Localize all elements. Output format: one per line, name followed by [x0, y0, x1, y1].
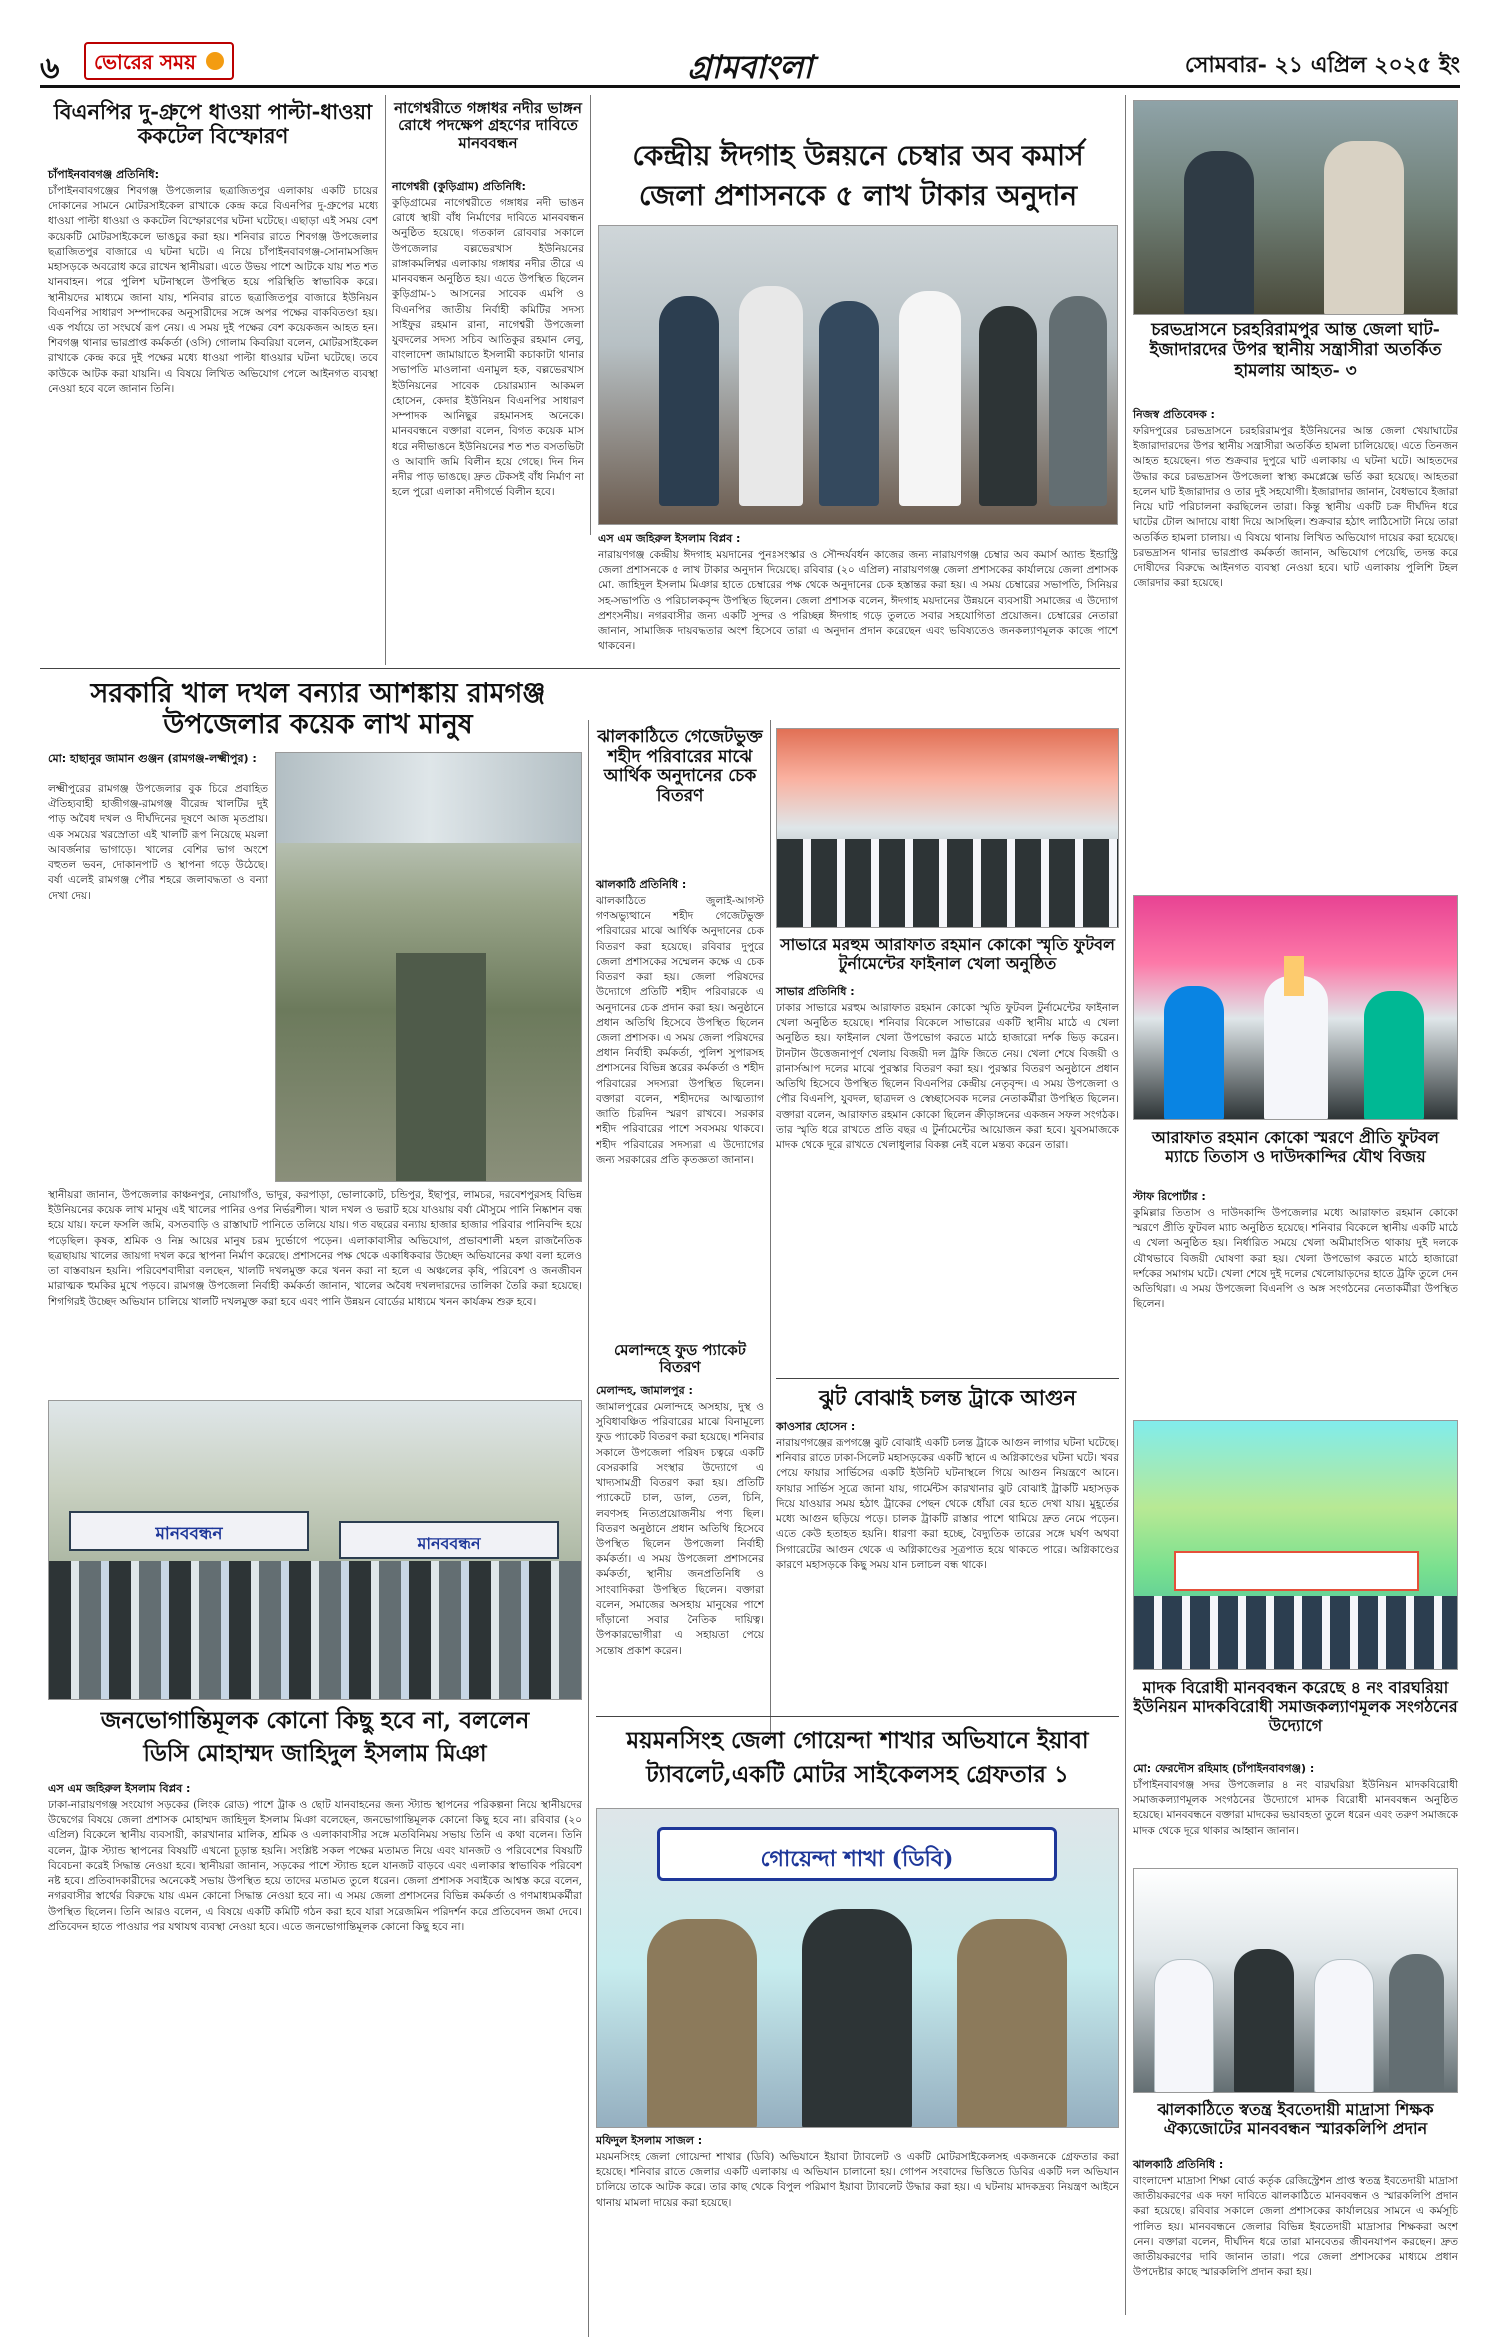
section-rule [776, 1378, 1119, 1379]
charbhadrasan-caption: চরভদ্রাসনে চরহরিরামপুর আন্ত জেলা ঘাট-ইজাদারদের উপর স্থানীয় সন্ত্রাসীরা অতর্কিত হামলায় আহত- ৩ [1149, 320, 1442, 381]
person-figure [1324, 141, 1404, 315]
protest-banner-text: মানববন্ধন [417, 1534, 481, 1553]
story-dc-headline-1: জনভোগান্তিমূলক কোনো কিছু হবে না, বললেন [100, 1707, 530, 1734]
section-rule [596, 1716, 1119, 1717]
story-yaba-byline: মফিদুল ইসলাম সাজল : [596, 2134, 703, 2147]
logo-text: ভোরের সময় [94, 50, 196, 74]
section-name: গ্রামবাংলা [687, 48, 813, 86]
person-figure [819, 301, 879, 506]
story-eidgah-headline-2: জেলা প্রশাসনকে ৫ লাখ টাকার অনুদান [638, 179, 1078, 212]
story-charbhadrasan-body: ফরিদপুরের চরভদ্রাসনে চরহরিরামপুর ইউনিয়নের আন্ত জেলা খেয়াঘাটের ইজারাদারদের উপর স্থানীয় সন্ত্রাসীরা অতর্কিত হামলা চালিয়েছে। এতে তিনজন আহত হয়েছেন। গত শুক্রবার দুপুরে ঘাট এলাকায় এ ঘটনা ঘটে। আহতদের উদ্ধার করে চরভদ্রাসন উপজেলা স্বাস্থ্য কমপ্লেক্সে ভর্তি করা হয়েছে। আহতরা হলেন ঘাট ইজারাদার ও তার দুই সহযোগী। ইজারাদার জানান, বৈধভাবে ইজারা নিয়ে ঘাট পরিচালনা করছিলেন তারা। কিন্তু স্থানীয় একটি চক্র দীর্ঘদিন ধরে ঘাটের টোল আদায়ে বাধা দিয়ে আসছিল। শুক্রবার হঠাৎ লাঠিসোটা নিয়ে তারা অতর্কিত হামলা চালায়। এ বিষয়ে থানায় লিখিত অভিযোগ দায়ের করা হয়েছে। চরভদ্রাসন থানার ভারপ্রাপ্ত কর্মকর্তা জানান, অভিযোগ পেয়েছি, তদন্ত করে দোষীদের বিরুদ্ধে আইনগত ব্যবস্থা নেওয়া হবে। ঘাট এলাকায় পুলিশি টহল জোরদার করা হয়েছে। [1133, 425, 1458, 590]
yaba-arrest-photo [596, 1808, 1119, 2128]
officer-figure [647, 1919, 757, 2128]
story-bnp-body: চাঁপাইনবাবগঞ্জের শিবগঞ্জ উপজেলার ছত্রাজিতপুর এলাকায় একটি চায়ের দোকানের সামনে মোটরসাইকেল রাখাকে কেন্দ্র করে বিএনপির দু-গ্রুপের মধ্যে ধাওয়া পাল্টা ধাওয়া ও ককটেল বিস্ফোরণের ঘটনা ঘটেছে। এছাড়া এই সময় বেশ কয়েকটি মোটরসাইকেলে ভাঙচুর করা হয়। শনিবার রাতে শিবগঞ্জ উপজেলার ছত্রাজিতপুর বাজারে এ ঘটনা ঘটে। এ নিয়ে চাঁপাইনবাবগঞ্জ-সোনামসজিদ মহাসড়কে অবরোধ করে রাখেন স্থানীয়রা। এতে উভয় পাশে আটকে যায় শত শত যানবাহন। পরে পুলিশ ঘটনাস্থলে উপস্থিত হয়ে পরিস্থিতি স্বাভাবিক করে। স্থানীয়দের মাধ্যমে জানা যায়, শনিবার রাতে ছত্রাজিতপুর বাজারে ইউনিয়ন বিএনপির সাধারণ সম্পাদকের অনুসারীদের সঙ্গে অপর পক্ষের বাকবিতণ্ডা হয়। এক পর্যায়ে তা সংঘর্ষে রূপ নেয়। এ সময় দুই পক্ষের বেশ কয়েকজন আহত হন। শিবগঞ্জ থানার ভারপ্রাপ্ত কর্মকর্তা (ওসি) গোলাম কিবরিয়া বলেন, মোটরসাইকেল রাখাকে কেন্দ্র করে দুই পক্ষের মধ্যে ধাওয়া পাল্টা ধাওয়ার ঘটনা ঘটেছে। তবে কাউকে আটক করা যায়নি। এ বিষয়ে লিখিত অভিযোগ পেলে আইনগত ব্যবস্থা নেওয়া হবে বলে জানান তিনি। [48, 185, 378, 395]
story-melandaha-headline: মেলান্দহে ফুড প্যাকেট বিতরণ [614, 1341, 746, 1377]
arrested-person-figure [802, 1909, 912, 2128]
charbhadrasan-photo [1133, 100, 1458, 315]
sun-icon [206, 52, 224, 70]
protest-banner [69, 1511, 309, 1551]
newspaper-logo [84, 42, 234, 80]
crowd [1134, 1596, 1458, 1670]
column-rule [770, 720, 771, 1740]
buildings-backdrop [276, 753, 582, 843]
person-figure [1234, 1949, 1294, 2093]
person-figure [1389, 1954, 1444, 2093]
story-charbhadrasan-byline: নিজস্ব প্রতিবেদক : [1133, 408, 1215, 421]
stage-guests [777, 839, 1119, 928]
story-madrasa-byline: ঝালকাঠি প্রতিনিধি : [1133, 2158, 1224, 2171]
person-figure [1154, 1959, 1214, 2093]
savar-stage-photo [776, 728, 1119, 928]
story-gangadhar-body: কুড়িগ্রামের নাগেশ্বরীতে গঙ্গাধর নদী ভাঙন রোধে স্থায়ী বাঁধ নির্মাণের দাবিতে মানববন্ধন অনুষ্ঠিত হয়েছে। গতকাল রোববার সকালে উপজেলার বল্লভেরখাস ইউনিয়নের রাঙ্গাকমলিশ্বর এলাকায় গঙ্গাধর নদীর তীরে এ মানববন্ধন অনুষ্ঠিত হয়। এতে উপস্থিত ছিলেন কুড়িগ্রাম-১ আসনের সাবেক এমপি ও বিএনপির জাতীয় নির্বাহী কমিটির সদস্য সাইফুর রহমান রানা, নাগেশ্বরী উপজেলা যুবদলের সদস্য সচিব আতিকুর রহমান লেবু, বাংলাদেশ জামায়াতে ইসলামী কচাকাটা থানার সভাপতি মাওলানা এনামুল হক, বল্লভেরখাস ইউনিয়নের সাবেক চেয়ারম্যান আকমল হোসেন, কেদার ইউনিয়ন বিএনপির সাধারণ সম্পাদক আনিছুর রহমানসহ অনেকে। মানববন্ধনে বক্তারা বলেন, বিগত কয়েক মাস ধরে নদীভাঙনে ইউনিয়নের শত শত বসতভিটা ও আবাদি জমি বিলীন হয়ে গেছে। দিন দিন নদীর পাড় ভাঙছে। দ্রুত টেকসই বাঁধ নির্মাণ না হলে পুরো এলাকা নদীগর্ভে বিলীন হবে। [392, 197, 584, 499]
protest-banner-text: মানববন্ধন [155, 1524, 223, 1544]
story-bnp-headline: বিএনপির দু-গ্রুপে ধাওয়া পাল্টা-ধাওয়া ককটেল বিস্ফোরণ [53, 99, 373, 149]
story-dc-headline-2: ডিসি মোহাম্মদ জাহিদুল ইসলাম মিঞা [143, 1740, 487, 1767]
story-ramganj-body-1: লক্ষ্মীপুরের রামগঞ্জ উপজেলার বুক চিরে প্রবাহিত ঐতিহ্যবাহী হাজীগঞ্জ-রামগঞ্জ বীরেন্দ্র খালটির দুই পাড় অবৈধ দখল ও দীর্ঘদিনের দূষণে আজ মৃতপ্রায়। এক সময়ের খরস্রোতা এই খালটি রূপ নিয়েছে ময়লা আবর্জনার ভাগাড়ে। খালের বেশির ভাগ অংশে বহুতল ভবন, দোকানপাট ও স্থাপনা গড়ে উঠেছে। বর্ষা এলেই রামগঞ্জ পৌর শহরে জলাবদ্ধতা ও বন্যা দেখা দেয়। [48, 783, 268, 902]
person-figure [1314, 1959, 1374, 2093]
player-figure [1364, 991, 1424, 1120]
column-rule [590, 95, 591, 535]
story-mabad-caption: মাদক বিরোধী মানববন্ধন করেছে ৪ নং বারঘরিয়া ইউনিয়ন মাদকবিরোধী সমাজকল্যাণমূলক সংগঠনের উদ্যোগে [1133, 1678, 1458, 1736]
page-number: ৬ [40, 51, 60, 86]
story-madrasa-caption: ঝালকাঠিতে স্বতন্ত্র ইবতেদায়ী মাদ্রাসা শিক্ষক ঐক্যজোটের মানববন্ধন স্মারকলিপি প্রদান [1157, 2100, 1434, 2139]
story-jhalokathi-gazette-body: ঝালকাঠিতে জুলাই-আগস্ট গণঅভ্যুত্থানে শহীদ গেজেটভুক্ত পরিবারের মাঝে আর্থিক অনুদানের চেক বিতরণ করা হয়েছে। রবিবার দুপুরে জেলা প্রশাসকের সম্মেলন কক্ষে এ চেক বিতরণ করা হয়। জেলা পরিষদের উদ্যোগে প্রতিটি শহীদ পরিবারকে এ অনুদানের চেক প্রদান করা হয়। অনুষ্ঠানে প্রধান অতিথি হিসেবে উপস্থিত ছিলেন জেলা প্রশাসক। এ সময় জেলা পরিষদের প্রধান নির্বাহী কর্মকর্তা, পুলিশ সুপারসহ প্রশাসনের বিভিন্ন স্তরের কর্মকর্তা ও শহীদ পরিবারের সদস্যরা উপস্থিত ছিলেন। বক্তারা বলেন, শহীদদের আত্মত্যাগ জাতি চিরদিন স্মরণ রাখবে। সরকার শহীদ পরিবারের পাশে সবসময় থাকবে। শহীদ পরিবারের সদস্যরা এ উদ্যোগের জন্য সরকারের প্রতি কৃতজ্ঞতা জানান। [596, 895, 764, 1166]
story-dc-body: ঢাকা-নারায়ণগঞ্জ সংযোগ সড়কের (লিংক রোড) পাশে ট্রাক ও ছোট যানবাহনের জন্য স্ট্যান্ড স্থাপনের পরিকল্পনা নিয়ে স্থানীয়দের উদ্বেগের বিষয়ে জেলা প্রশাসক মোহাম্মদ জাহিদুল ইসলাম মিঞা বলেছেন, জনভোগান্তিমূলক কোনো কিছু হবে না। রবিবার (২০ এপ্রিল) বিকেলে স্থানীয় ব্যবসায়ী, কারখানার মালিক, শ্রমিক ও এলাকাবাসীর সঙ্গে মতবিনিময় সভায় তিনি এ কথা বলেন। তিনি বলেন, ট্রাক স্ট্যান্ড স্থাপনের বিষয়টি এখনো চূড়ান্ত হয়নি। সংশ্লিষ্ট সকল পক্ষের মতামত নিয়ে এবং যানজট ও পরিবেশের বিষয়টি বিবেচনা করেই সিদ্ধান্ত নেওয়া হবে। স্থানীয়রা জানান, সড়কের পাশে স্ট্যান্ড হলে যানজট বাড়বে এবং এলাকার স্বাভাবিক পরিবেশ নষ্ট হবে। প্রতিবাদকারীদের অনেকেই সভায় উপস্থিত হয়ে তাদের মতামত তুলে ধরেন। জেলা প্রশাসক সবাইকে আশ্বস্ত করে বলেন, নগরবাসীর স্বার্থের বিরুদ্ধে যায় এমন কোনো সিদ্ধান্ত নেওয়া হবে না। এ সময় জেলা প্রশাসনের বিভিন্ন কর্মকর্তা ও গণমাধ্যমকর্মীরা উপস্থিত ছিলেন। তিনি আরও বলেন, এ বিষয়ে একটি কমিটি গঠন করা হবে যারা সরেজমিন পরিদর্শন করে প্রতিবেদন জমা দেবে। প্রতিবেদন হাতে পাওয়ার পর যথাযথ ব্যবস্থা নেওয়া হবে। এতে জনভোগান্তিমূলক কোনো কিছু হবে না। [48, 1799, 582, 1933]
story-jhalokathi-gazette-headline: ঝালকাঠিতে গেজেটভুক্ত শহীদ পরিবারের মাঝে আর্থিক অনুদানের চেক বিতরণ [597, 727, 763, 806]
story-truck-fire-headline: ঝুট বোঝাই চলন্ত ট্রাকে আগুন [818, 1385, 1077, 1410]
story-eidgah-byline: এস এম জহিরুল ইসলাম বিপ্লব : [598, 532, 741, 545]
person-figure [899, 291, 961, 506]
madrasa-memorandum-photo [1133, 1868, 1458, 2093]
story-koko-match-caption: আরাফাত রহমান কোকো স্মরণে প্রীতি ফুটবল ম্যাচে তিতাস ও দাউদকান্দির যৌথ বিজয় [1152, 1128, 1439, 1167]
manabbandhan-photo [48, 1400, 582, 1700]
story-ramganj-headline: সরকারি খাল দখল বন্যার আশঙ্কায় রামগঞ্জ উপজেলার কয়েক লাখ মানুষ [90, 678, 546, 741]
story-yaba-headline-2: ট্যাবলেট,একটি মোটর সাইকেলসহ গ্রেফতার ১ [646, 1761, 1069, 1788]
person-figure [1184, 151, 1254, 315]
story-yaba-body: ময়মনসিংহ জেলা গোয়েন্দা শাখার (ডিবি) অভিযানে ইয়াবা ট্যাবলেট ও একটি মোটরসাইকেলসহ একজনকে গ্রেফতার করা হয়েছে। শনিবার রাতে জেলার একটি এলাকায় এ অভিযান চালানো হয়। গোপন সংবাদের ভিত্তিতে ডিবির একটি দল অভিযান চালিয়ে তাকে আটক করে। তার কাছ থেকে বিপুল পরিমাণ ইয়াবা ট্যাবলেট উদ্ধার করা হয়। এ ঘটনায় মাদকদ্রব্য নিয়ন্ত্রণ আইনে থানায় মামলা দায়ের করা হয়েছে। [596, 2151, 1119, 2209]
canal-water [396, 953, 486, 1182]
eidgah-photo [598, 225, 1118, 525]
story-yaba-headline-1: ময়মনসিংহ জেলা গোয়েন্দা শাখার অভিযানে ইয়াবা [626, 1727, 1089, 1754]
story-bnp-byline: চাঁপাইনবাবগঞ্জ প্রতিনিধি: [48, 168, 159, 181]
db-sign [657, 1827, 1057, 1881]
story-melandaha-body: জামালপুরের মেলান্দহে অসহায়, দুস্থ ও সুবিধাবঞ্চিত পরিবারের মাঝে বিনামূল্যে ফুড প্যাকেট বিতরণ করা হয়েছে। শনিবার সকালে উপজেলা পরিষদ চত্বরে একটি বেসরকারি সংস্থার উদ্যোগে এ খাদ্যসামগ্রী বিতরণ করা হয়। প্রতিটি প্যাকেটে চাল, ডাল, তেল, চিনি, লবণসহ নিত্যপ্রয়োজনীয় পণ্য ছিল। বিতরণ অনুষ্ঠানে প্রধান অতিথি হিসেবে উপস্থিত ছিলেন উপজেলা নির্বাহী কর্মকর্তা। এ সময় উপজেলা প্রশাসনের কর্মকর্তা, স্থানীয় জনপ্রতিনিধি ও সাংবাদিকরা উপস্থিত ছিলেন। বক্তারা বলেন, সমাজের অসহায় মানুষের পাশে দাঁড়ানো সবার নৈতিক দায়িত্ব। উপকারভোগীরা এ সহায়তা পেয়ে সন্তোষ প্রকাশ করেন। [596, 1401, 764, 1657]
story-ramganj-byline: মো: হাছানুর জামান গুঞ্জন (রামগঞ্জ-লক্ষ্মীপুর) : [48, 752, 257, 765]
story-koko-match-byline: স্টাফ রিপোর্টার : [1133, 1190, 1206, 1203]
column-rule [588, 720, 589, 2337]
story-melandaha-byline: মেলান্দহ, জামালপুর : [596, 1384, 693, 1397]
crowd [49, 1561, 582, 1700]
story-dc-byline: এস এম জহিরুল ইসলাম বিপ্লব : [48, 1782, 191, 1795]
story-savar-byline: সাভার প্রতিনিধি : [776, 985, 855, 998]
protest-banner [1174, 1551, 1419, 1591]
story-mabad-body: চাঁপাইনবাবগঞ্জ সদর উপজেলার ৪ নং বারঘরিয়া ইউনিয়ন মাদকবিরোধী সমাজকল্যাণমূলক সংগঠনের উদ্যোগে মাদক বিরোধী মানববন্ধন অনুষ্ঠিত হয়েছে। মানববন্ধনে বক্তারা মাদকের ভয়াবহতা তুলে ধরেন এবং তরুণ সমাজকে মাদক থেকে দূরে থাকার আহ্বান জানান। [1133, 1779, 1458, 1837]
story-ramganj-body-2: স্থানীয়রা জানান, উপজেলার কাঞ্চনপুর, নোয়াগাঁও, ভাদুর, করপাড়া, ভোলাকোট, চন্ডিপুর, ইছাপুর, লামচর, দরবেশপুরসহ বিভিন্ন ইউনিয়নের কয়েক লাখ মানুষ এই খালের পানির ওপর নির্ভরশীল। খাল দখল ও ভরাট হয়ে যাওয়ায় বর্ষা মৌসুমে পানি নিষ্কাশন বন্ধ হয়ে যায়। ফলে ফসলি জমি, বসতবাড়ি ও রাস্তাঘাট পানিতে তলিয়ে যায়। গত বছরের বন্যায় হাজার হাজার পরিবার পানিবন্দি হয়ে পড়েছিল। কৃষক, শ্রমিক ও নিম্ন আয়ের মানুষ চরম দুর্ভোগে পড়েন। এলাকাবাসীর অভিযোগ, প্রভাবশালী মহল রাজনৈতিক ছত্রছায়ায় খালের জায়গা দখল করে স্থাপনা নির্মাণ করেছে। প্রশাসনের পক্ষ থেকে একাধিকবার উচ্ছেদ অভিযানের কথা বলা হলেও তা বাস্তবায়ন হয়নি। পরিবেশবাদীরা বলছেন, খালটি দখলমুক্ত করে খনন করা না হলে এ অঞ্চলের কৃষি, পরিবেশ ও জনজীবন মারাত্মক হুমকির মুখে পড়বে। রামগঞ্জ উপজেলা নির্বাহী কর্মকর্তা জানান, খালের অবৈধ দখলদারদের তালিকা তৈরি করা হয়েছে। শিগগিরই উচ্ছেদ অভিযান চালিয়ে খালটি দখলমুক্ত করা হবে এবং পানি উন্নয়ন বোর্ডের মাধ্যমে খনন কার্যক্রম শুরু হবে। [48, 1189, 582, 1308]
story-eidgah-headline-1: কেন্দ্রীয় ঈদগাহ উন্নয়নে চেম্বার অব কমার্স [632, 139, 1084, 172]
story-madrasa-body: বাংলাদেশ মাদ্রাসা শিক্ষা বোর্ড কর্তৃক রেজিস্ট্রেশন প্রাপ্ত স্বতন্ত্র ইবতেদায়ী মাদ্রাসা জাতীয়করণের এক দফা দাবিতে ঝালকাঠিতে মানববন্ধন ও স্মারকলিপি প্রদান করা হয়েছে। রবিবার সকালে জেলা প্রশাসকের কার্যালয়ের সামনে এ কর্মসূচি পালিত হয়। মানববন্ধনে জেলার বিভিন্ন ইবতেদায়ী মাদ্রাসার শিক্ষকরা অংশ নেন। বক্তারা বলেন, দীর্ঘদিন ধরে তারা মানবেতর জীবনযাপন করছেন। দ্রুত জাতীয়করণের দাবি জানান তারা। পরে জেলা প্রশাসকের মাধ্যমে প্রধান উপদেষ্টার কাছে স্মারকলিপি প্রদান করা হয়। [1133, 2175, 1458, 2279]
story-savar-body: ঢাকার সাভারে মরহুম আরাফাত রহমান কোকো স্মৃতি ফুটবল টুর্নামেন্টের ফাইনাল খেলা অনুষ্ঠিত হয়েছে। শনিবার বিকেলে সাভারের একটি স্থানীয় মাঠে এ খেলা অনুষ্ঠিত হয়। ফাইনাল খেলা উপভোগ করতে মাঠে হাজারো দর্শক ভিড় করেন। টানটান উত্তেজনাপূর্ণ খেলায় বিজয়ী দল ট্রফি জিতে নেয়। খেলা শেষে বিজয়ী ও রানার্সআপ দলের মাঝে পুরস্কার বিতরণ করা হয়। পুরস্কার বিতরণ অনুষ্ঠানে প্রধান অতিথি হিসেবে উপস্থিত ছিলেন বিএনপির কেন্দ্রীয় নেতৃবৃন্দ। এ সময় উপজেলা ও পৌর বিএনপি, যুবদল, ছাত্রদল ও স্বেচ্ছাসেবক দলের নেতাকর্মীরা উপস্থিত ছিলেন। বক্তারা বলেন, আরাফাত রহমান কোকো ছিলেন ক্রীড়াঙ্গনের একজন সফল সংগঠক। তার স্মৃতি ধরে রাখতে প্রতি বছর এ টুর্নামেন্টের আয়োজন করা হবে। যুবসমাজকে মাদক থেকে দূরে রাখতে খেলাধুলার বিকল্প নেই বলে মন্তব্য করেন তারা। [776, 1002, 1119, 1151]
story-jhalokathi-gazette-byline: ঝালকাঠি প্রতিনিধি : [596, 878, 687, 891]
trophy-icon [1284, 956, 1304, 996]
db-sign-text: গোয়েন্দা শাখা (ডিবি) [760, 1846, 954, 1872]
story-koko-match-body: কুমিল্লার তিতাস ও দাউদকান্দি উপজেলার মধ্যে আরাফাত রহমান কোকো স্মরণে প্রীতি ফুটবল ম্যাচ অনুষ্ঠিত হয়েছে। শনিবার বিকেলে স্থানীয় একটি মাঠে এ খেলা অনুষ্ঠিত হয়। নির্ধারিত সময়ে খেলা অমীমাংসিত থাকায় দুই দলকে যৌথভাবে বিজয়ী ঘোষণা করা হয়। খেলা উপভোগ করতে মাঠে হাজারো দর্শকের সমাগম ঘটে। খেলা শেষে দুই দলের খেলোয়াড়দের হাতে ট্রফি তুলে দেন অতিথিরা। এ সময় উপজেলা বিএনপি ও অঙ্গ সংগঠনের নেতাকর্মীরা উপস্থিত ছিলেন। [1133, 1207, 1458, 1311]
column-rule [385, 95, 386, 665]
story-truck-fire-body: নারায়ণগঞ্জের রূপগঞ্জে ঝুট বোঝাই একটি চলন্ত ট্রাকে আগুন লাগার ঘটনা ঘটেছে। শনিবার রাতে ঢাকা-সিলেট মহাসড়কের একটি স্থানে এ অগ্নিকাণ্ডের ঘটনা ঘটে। খবর পেয়ে ফায়ার সার্ভিসের একটি ইউনিট ঘটনাস্থলে গিয়ে আগুন নিয়ন্ত্রণে আনে। ফায়ার সার্ভিস সূত্রে জানা যায়, গার্মেন্টস কারখানার ঝুট বোঝাই ট্রাকটি মহাসড়ক দিয়ে যাওয়ার সময় হঠাৎ ট্রাকের পেছন থেকে ধোঁয়া বের হতে দেখা যায়। মুহূর্তের মধ্যে আগুন ছড়িয়ে পড়ে। চালক ট্রাকটি রাস্তার পাশে থামিয়ে দ্রুত নেমে পড়েন। এতে কেউ হতাহত হয়নি। ধারণা করা হচ্ছে, বৈদ্যুতিক তারের সঙ্গে ঘর্ষণ অথবা সিগারেটের আগুন থেকে এ অগ্নিকাণ্ডের সূত্রপাত হয়ে থাকতে পারে। অগ্নিকাণ্ডের কারণে মহাসড়কে কিছু সময় যান চলাচল বন্ধ থাকে। [776, 1437, 1119, 1571]
story-mabad-byline: মো: ফেরদৌস রহিমাহ (চাঁপাইনবাবগঞ্জ) : [1133, 1762, 1315, 1775]
story-eidgah-body: নারায়ণগঞ্জ কেন্দ্রীয় ঈদগাহ ময়দানের পুনঃসংস্কার ও সৌন্দর্যবর্ধন কাজের জন্য নারায়ণগঞ্জ চেম্বার অব কমার্স অ্যান্ড ইন্ডাস্ট্রি জেলা প্রশাসনকে ৫ লাখ টাকার অনুদান দিয়েছে। রবিবার (২০ এপ্রিল) নারায়ণগঞ্জ জেলা প্রশাসকের কার্যালয়ে জেলা প্রশাসক মো. জাহিদুল ইসলাম মিঞার হাতে চেম্বারের পক্ষ থেকে অনুদানের চেক হস্তান্তর করা হয়। এ সময় চেম্বারের সভাপতি, সিনিয়র সহ-সভাপতি ও পরিচালকবৃন্দ উপস্থিত ছিলেন। জেলা প্রশাসক বলেন, ঈদগাহ ময়দানের উন্নয়নে ব্যবসায়ী সমাজের এ উদ্যোগ প্রশংসনীয়। নগরবাসীর জন্য একটি সুন্দর ও পরিচ্ছন্ন ঈদগাহ গড়ে তুলতে সবার সহযোগিতা প্রয়োজন। চেম্বারের নেতারা জানান, সামাজিক দায়বদ্ধতার অংশ হিসেবে তারা এ অনুদান প্রদান করেছেন এবং ভবিষ্যতেও জনকল্যাণমূলক কাজে পাশে থাকবেন। [598, 549, 1118, 653]
anti-drug-photo [1133, 1420, 1458, 1670]
story-truck-fire-byline: কাওসার হোসেন : [776, 1420, 856, 1433]
officer-figure [957, 1919, 1067, 2128]
person-figure [979, 306, 1037, 506]
protest-banner [339, 1521, 559, 1559]
player-figure [1164, 986, 1224, 1120]
story-savar-headline: সাভারে মরহুম আরাফাত রহমান কোকো স্মৃতি ফুটবল টুর্নামেন্টের ফাইনাল খেলা অনুষ্ঠিত [780, 935, 1115, 974]
person-figure [739, 286, 803, 506]
person-figure [1049, 296, 1107, 506]
ramganj-canal-photo [275, 752, 582, 1182]
player-figure [1264, 976, 1328, 1120]
person-figure [659, 296, 719, 506]
story-gangadhar-headline: নাগেশ্বরীতে গঙ্গাধর নদীর ভাঙ্গন রোধে পদক্ষেপ গ্রহণের দাবিতে মানববন্ধন [394, 99, 582, 152]
story-gangadhar-byline: নাগেশ্বরী (কুড়িগ্রাম) প্রতিনিধি: [392, 180, 526, 193]
column-rule [1125, 95, 1126, 2315]
issue-date: সোমবার- ২১ এপ্রিল ২০২৫ ইং [1184, 52, 1460, 78]
masthead [40, 40, 1460, 88]
koko-match-photo [1133, 895, 1458, 1120]
section-rule [40, 668, 1120, 669]
